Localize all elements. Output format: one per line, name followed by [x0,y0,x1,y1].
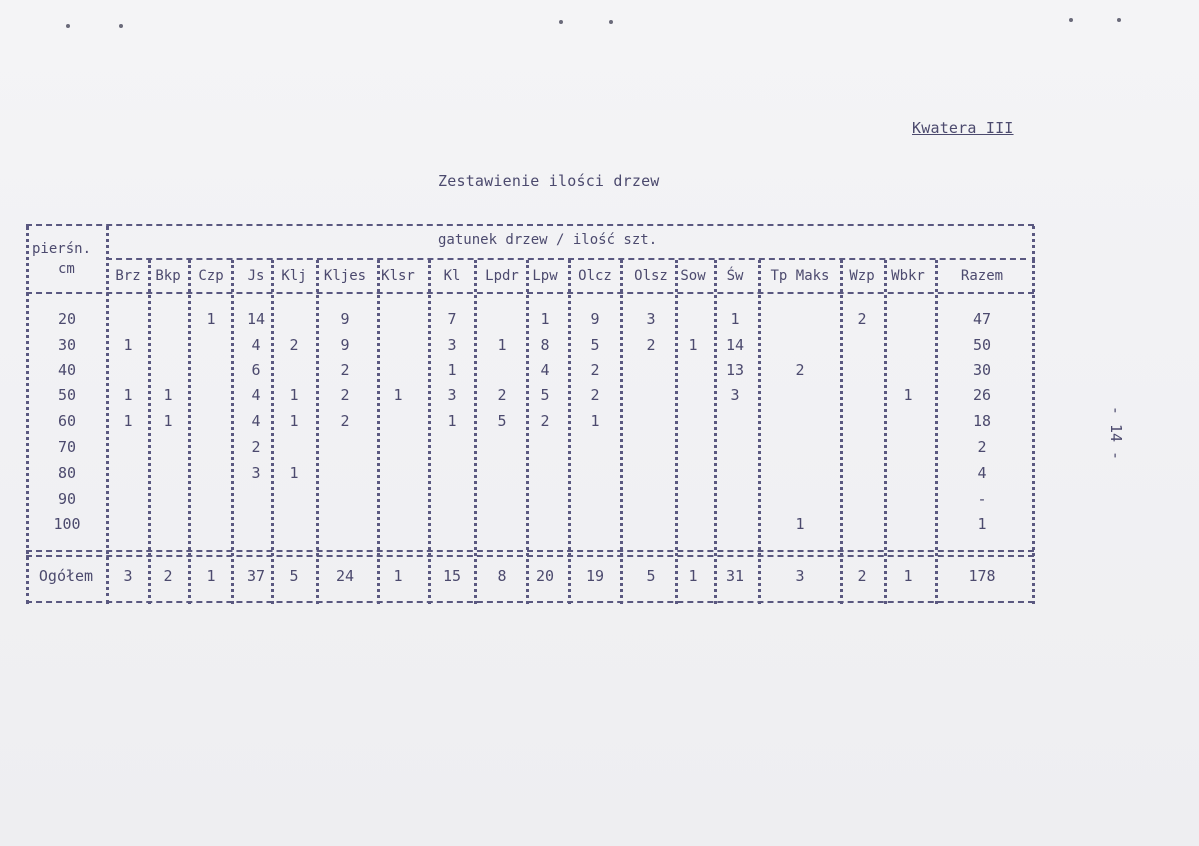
punch-hole-mark [66,24,70,28]
table-cell [575,514,615,534]
table-cell [525,463,565,483]
column-header: Brz [115,268,141,284]
page-number [1104,388,1128,478]
table-cell [378,514,418,534]
table-cell: 2 [340,386,350,404]
table-cell: 2 [590,361,600,379]
table-cell [378,489,418,509]
table-cell [378,309,418,329]
table-cell [191,335,231,355]
table-cell [842,489,882,509]
row-label-diameter: 70 [57,438,77,456]
table-cell [842,437,882,457]
table-cell: 3 [730,386,740,404]
table-cell [673,309,713,329]
table-cell [780,489,820,509]
column-header: Klj [281,268,307,284]
table-cell [191,514,231,534]
table-cell [673,514,713,534]
total-top-rule [26,550,1034,552]
table-cell: 1 [289,464,299,482]
table-cell [108,437,148,457]
table-cell [631,360,671,380]
table-cell [432,514,472,534]
table-cell: 30 [972,361,992,379]
table-cell: 8 [540,336,550,354]
table-cell: 4 [251,336,261,354]
total-cell: 24 [335,567,355,585]
table-cell [631,489,671,509]
table-cell [715,463,755,483]
column-header: Kl [443,268,461,284]
table-cell [325,437,365,457]
column-header: Js [247,268,265,284]
table-cell [191,360,231,380]
table-cell [842,335,882,355]
column-header: Olsz [634,268,668,284]
table-cell [274,309,314,329]
table-cell: 2 [497,386,507,404]
column-header: Wbkr [891,268,925,284]
punch-hole-mark [1117,18,1121,22]
table-cell [148,309,188,329]
table-right-edge [1032,226,1035,260]
total-cell: 3 [123,567,133,585]
table-cell [378,360,418,380]
table-cell: 2 [340,361,350,379]
table-cell: 50 [972,336,992,354]
table-cell [108,360,148,380]
table-cell: 1 [289,386,299,404]
column-header: Wzp [849,268,875,284]
column-separator [231,260,234,604]
table-cell [108,309,148,329]
table-cell [575,489,615,509]
table-cell: 9 [340,336,350,354]
table-cell [378,463,418,483]
table-cell: 5 [497,412,507,430]
table-cell: - [977,490,987,508]
table-cell [525,489,565,509]
table-cell [108,514,148,534]
table-cell: 47 [972,310,992,328]
table-cell [274,437,314,457]
table-cell: 1 [163,412,173,430]
table-cell: 2 [540,412,550,430]
table-cell [715,514,755,534]
column-header: Bkp [155,268,181,284]
table-cell [525,514,565,534]
table-cell: 1 [977,515,987,533]
column-header: Św [726,268,744,284]
table-cell: 3 [447,386,457,404]
table-cell: 3 [447,336,457,354]
table-cell: 18 [972,412,992,430]
table-cell [780,335,820,355]
table-cell [274,489,314,509]
column-header: Kljes [323,268,367,284]
table-cell: 1 [447,361,457,379]
table-cell: 14 [246,310,266,328]
column-header: Czp [198,268,224,284]
column-separator [935,260,938,604]
row-label-diameter: 20 [57,310,77,328]
table-cell: 1 [540,310,550,328]
table-cell [482,309,522,329]
total-cell: 2 [163,567,173,585]
table-cell [274,360,314,380]
table-cell: 4 [251,386,261,404]
table-cell: 9 [340,310,350,328]
table-cell [888,360,928,380]
table-cell [575,463,615,483]
table-cell [715,411,755,431]
table-cell: 1 [497,336,507,354]
row-label-diameter: 90 [57,490,77,508]
table-cell: 1 [795,515,805,533]
table-cell: 1 [393,386,403,404]
table-cell [148,514,188,534]
table-cell [432,463,472,483]
page-number-text: - 14 - [1107,405,1125,461]
table-cell [432,437,472,457]
total-cell: 3 [795,567,805,585]
total-cell: 5 [646,567,656,585]
table-cell [432,489,472,509]
total-cell: 178 [968,567,996,585]
total-cell: 2 [857,567,867,585]
table-cell [236,514,276,534]
total-cell: 20 [535,567,555,585]
header-bottom-rule [26,292,1034,294]
table-cell [148,463,188,483]
table-cell [236,489,276,509]
table-cell [842,385,882,405]
column-separator [568,260,571,604]
table-cell: 1 [730,310,740,328]
total-cell: 8 [497,567,507,585]
column-separator [620,260,623,604]
column-separator [316,260,319,604]
table-cell [888,489,928,509]
table-cell [673,489,713,509]
table-cell [888,463,928,483]
table-cell: 4 [977,464,987,482]
table-cell [274,514,314,534]
total-cell: 5 [289,567,299,585]
table-cell: 1 [688,336,698,354]
table-top-rule [26,224,1034,226]
table-cell [673,411,713,431]
table-cell [525,437,565,457]
row-header-unit: cm [58,261,75,277]
table-cell [575,437,615,457]
table-cell [715,489,755,509]
column-separator [1032,260,1035,604]
column-header: Lpdr [485,268,519,284]
section-label: Kwatera III [912,119,1014,137]
table-cell: 4 [251,412,261,430]
total-cell: 37 [246,567,266,585]
row-label-diameter: 30 [57,336,77,354]
page-title: Zestawienie ilości drzew [438,172,660,190]
table-cell [191,437,231,457]
table-cell: 7 [447,310,457,328]
table-cell: 13 [725,361,745,379]
table-cell: 2 [251,438,261,456]
column-header: Olcz [578,268,612,284]
total-cell: 1 [903,567,913,585]
table-cell [842,463,882,483]
total-cell: 1 [688,567,698,585]
punch-hole-mark [1069,18,1073,22]
table-cell [325,489,365,509]
table-left-edge [26,226,29,604]
column-header: Lpw [532,268,558,284]
column-separator [884,260,887,604]
table-cell [631,463,671,483]
table-cell: 2 [977,438,987,456]
table-cell [482,489,522,509]
table-cell [378,411,418,431]
total-top-rule-2 [26,555,1034,557]
punch-hole-mark [609,20,613,24]
table-cell: 26 [972,386,992,404]
table-cell: 14 [725,336,745,354]
table-cell [191,489,231,509]
row-label-diameter: 80 [57,464,77,482]
table-cell [148,335,188,355]
table-cell [780,309,820,329]
table-cell [842,360,882,380]
table-cell [673,437,713,457]
table-cell: 2 [340,412,350,430]
table-cell: 5 [540,386,550,404]
table-cell: 5 [590,336,600,354]
table-cell [108,489,148,509]
table-cell [888,437,928,457]
table-cell: 1 [590,412,600,430]
table-cell [191,411,231,431]
table-cell [631,437,671,457]
table-cell [888,514,928,534]
table-cell [325,514,365,534]
table-cell [148,360,188,380]
table-cell [482,463,522,483]
column-separator [428,260,431,604]
row-label-diameter: 40 [57,361,77,379]
table-cell: 1 [903,386,913,404]
column-header: Klsr [381,268,415,284]
total-row-label: Ogółem [38,567,94,585]
table-cell [631,385,671,405]
table-cell: 2 [857,310,867,328]
table-cell [673,463,713,483]
table-cell [191,385,231,405]
total-cell: 15 [442,567,462,585]
table-cell [715,437,755,457]
punch-hole-mark [559,20,563,24]
column-header: Razem [960,268,1004,284]
table-cell: 1 [289,412,299,430]
table-cell: 2 [590,386,600,404]
row-label-diameter: 60 [57,412,77,430]
table-cell: 1 [447,412,457,430]
table-cell: 1 [123,336,133,354]
table-cell [631,411,671,431]
table-cell [673,360,713,380]
total-cell: 1 [393,567,403,585]
table-cell [378,437,418,457]
table-cell [780,411,820,431]
table-cell [325,463,365,483]
table-cell: 6 [251,361,261,379]
punch-hole-mark [119,24,123,28]
table-cell [631,514,671,534]
table-cell: 1 [206,310,216,328]
table-bottom-rule [26,601,1034,603]
table-cell [888,335,928,355]
table-cell: 1 [123,386,133,404]
table-cell [378,335,418,355]
table-cell [780,463,820,483]
table-cell: 9 [590,310,600,328]
table-cell [888,411,928,431]
table-cell [888,309,928,329]
table-cell [148,489,188,509]
table-cell [482,360,522,380]
table-cell [482,437,522,457]
group-header: gatunek drzew / ilość szt. [438,232,658,248]
total-cell: 31 [725,567,745,585]
table-cell [842,514,882,534]
table-cell: 3 [251,464,261,482]
row-label-diameter: 100 [53,515,81,533]
table-cell [842,411,882,431]
table-cell: 1 [123,412,133,430]
table-cell: 2 [646,336,656,354]
row-header-diameter: pierśn. [32,241,92,257]
column-separator [474,260,477,604]
table-cell [673,385,713,405]
total-cell: 1 [206,567,216,585]
table-cell: 3 [646,310,656,328]
total-cell: 19 [585,567,605,585]
table-cell [191,463,231,483]
table-cell [780,437,820,457]
group-header-rule [106,258,1026,260]
row-label-diameter: 50 [57,386,77,404]
table-cell [108,463,148,483]
column-header: Sow [680,268,706,284]
table-cell [482,514,522,534]
table-cell: 2 [289,336,299,354]
table-cell: 1 [163,386,173,404]
column-separator [758,260,761,604]
table-cell [148,437,188,457]
table-cell [780,385,820,405]
column-header: Tp Maks [770,268,830,284]
table-cell: 4 [540,361,550,379]
table-cell: 2 [795,361,805,379]
